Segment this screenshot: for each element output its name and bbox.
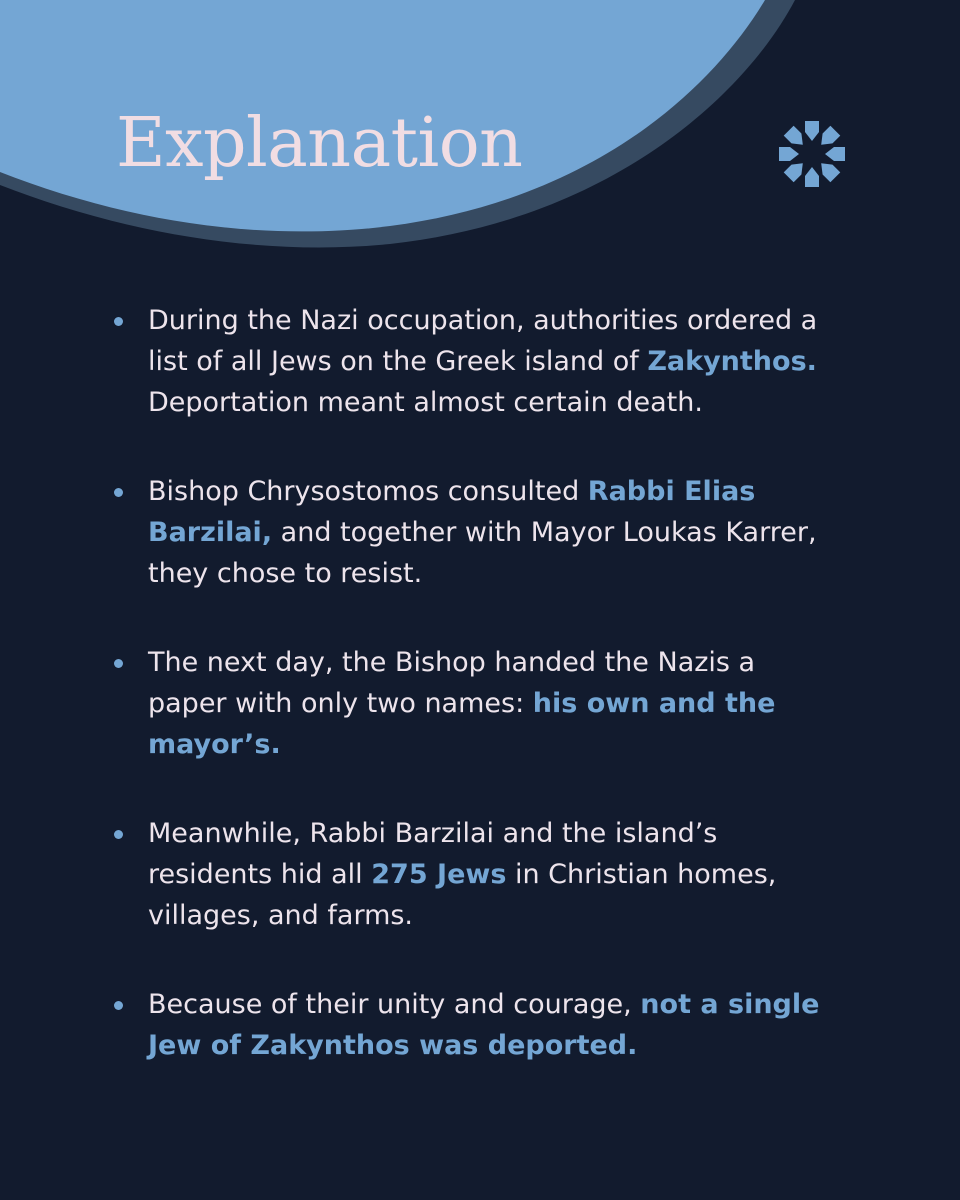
bullet-dot-icon [114,488,123,497]
bullet-text: and together with Mayor Loukas Karrer, they chose to resist. [148,517,817,589]
bullet-item [110,471,830,594]
bullet-text: During the Nazi occupation, authorities ordered a list of all Jews on the Greek island of [148,305,818,377]
bullet-dot-icon [114,317,123,326]
bullet-text: Because of their unity and courage, [148,989,641,1020]
page-title: Explanation [116,104,523,183]
explanation-bullet-list [110,300,830,1066]
bullet-dot-icon [114,659,123,668]
highlighted-text: his own and the mayor’s. [148,688,776,760]
bullet-text: Bishop Chrysostomos consulted [148,476,588,507]
bullet-item [110,813,830,936]
asterisk-star-icon [776,118,848,190]
bullet-item [110,300,830,423]
bullet-item [110,642,830,765]
highlighted-text: Rabbi Elias Barzilai, [148,476,756,548]
bullet-item [110,984,830,1066]
bullet-text: The next day, the Bishop handed the Nazis a paper with only two names: [148,647,756,719]
bullet-dot-icon [114,830,123,839]
highlighted-text: Zakynthos. [647,346,817,377]
highlighted-text: not a single Jew of Zakynthos was deported. [148,989,820,1061]
bullet-dot-icon [114,1001,123,1010]
bullet-text: Deportation meant almost certain death. [148,387,703,418]
logo-arm [805,121,819,141]
highlighted-text: 275 Jews [371,859,507,890]
bullet-text: in Christian homes, villages, and farms. [148,859,777,931]
bullet-text: Meanwhile, Rabbi Barzilai and the island’s residents hid all [148,818,718,890]
